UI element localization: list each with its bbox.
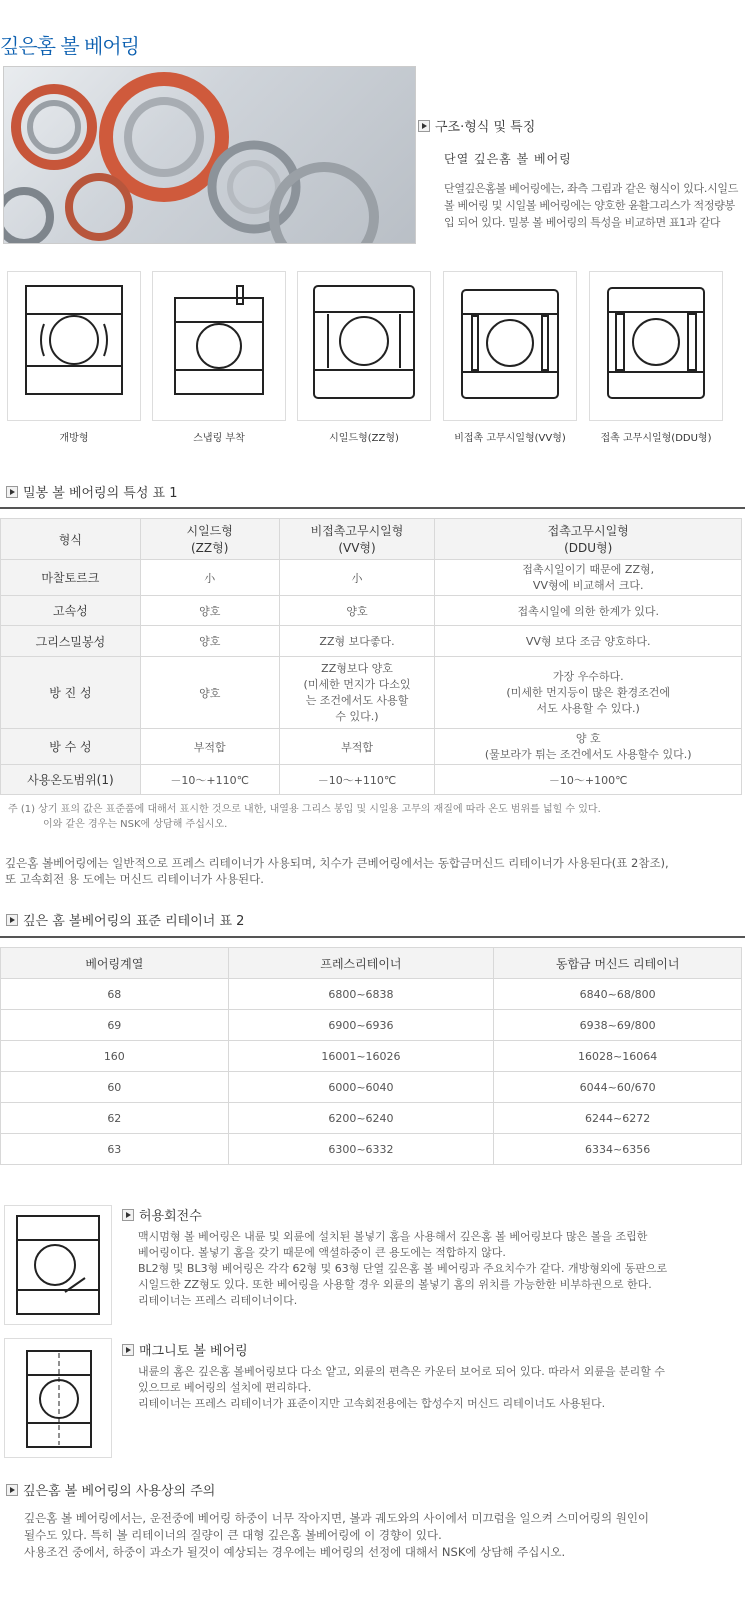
table-row: 고속성 양호 양호 접촉시일에 의한 한계가 있다.	[1, 596, 742, 626]
table-header: 동합금 머신드 리테이너	[494, 948, 742, 979]
arrow-marker-icon	[122, 1344, 134, 1356]
magneto-heading: 매그니토 볼 베어링	[122, 1340, 248, 1359]
table-row: 68 6800~6838 6840~68/800	[1, 979, 742, 1010]
contact-seal-bearing-icon	[589, 271, 723, 421]
table-row: 63 6300~6332 6334~6356	[1, 1134, 742, 1165]
table-header: 프레스리테이너	[228, 948, 494, 979]
caution-heading: 깊은홈 볼 베어링의 사용상의 주의	[6, 1480, 215, 1499]
arrow-marker-icon	[6, 486, 18, 498]
structure-heading: 구조·형식 및 특징	[418, 116, 535, 135]
retainer-paragraph: 깊은홈 볼베어링에는 일반적으로 프레스 리테이너가 사용되며, 치수가 큰베어링에서는 동합금머신드 리테이너가 사용된다(표 2참조), 또 고속회전 용 도에는 머신드 리테이너가 사용된다.	[5, 856, 669, 886]
table1-footnote: 주 (1) 상기 표의 값은 표준품에 대해서 표시한 것으로 내한, 내열용 그리스 봉입 및 시일용 고무의 재질에 따라 온도 범위를 넓힐 수 있다. 이와 같은 경우는 NSK에 상담해 주십시오.	[8, 804, 601, 830]
section-rule	[0, 507, 745, 509]
bearings-photo	[3, 66, 416, 244]
magneto-text: 내륜의 홈은 깊은홈 볼베어링보다 다소 얕고, 외륜의 편측은 카운터 보어로 되어 있다. 따라서 외륜을 분리할 수 있으므로 베어링의 설치에 편리하다. 리테이너는 프레스 리테이너가 표준이지만 고속회전용에는 합성수지 머신드 리테이너도 사용된다.	[138, 1365, 665, 1410]
page-title: 깊은홈 볼 베어링	[0, 34, 139, 58]
arrow-marker-icon	[122, 1209, 134, 1221]
table-header: 형식	[1, 519, 141, 560]
arrow-marker-icon	[418, 120, 430, 132]
magneto-bearing-icon	[4, 1338, 112, 1458]
max-type-heading: 허용회전수	[122, 1205, 202, 1224]
open-bearing-icon	[7, 271, 141, 421]
table2-heading: 깊은 홈 볼베어링의 표준 리테이너 표 2	[6, 910, 244, 929]
table-row: 그리스밀봉성 양호 ZZ형 보다좋다. VV형 보다 조금 양호하다.	[1, 626, 742, 657]
figure-non-contact-seal: 비접촉 고무시일형(VV형)	[443, 271, 577, 444]
table-row: 마찰토르크 小 小 접촉시일이기 때문에 ZZ형, VV형에 비교해서 크다.	[1, 560, 742, 596]
seal-characteristics-table	[0, 518, 742, 795]
table-row: 사용온도범위(1) －10～+110℃ －10～+110℃ －10～+100℃	[1, 765, 742, 795]
retainer-table	[0, 947, 742, 1165]
table-header: 베어링계열	[1, 948, 229, 979]
table-header: 비접촉고무시일형 (VV형)	[279, 519, 435, 560]
table-header: 시일드형 (ZZ형)	[140, 519, 279, 560]
section-rule	[0, 936, 745, 938]
maximum-type-bearing-icon	[4, 1205, 112, 1325]
figure-snap-ring: 스냅링 부착	[152, 271, 286, 444]
table1-heading: 밀봉 볼 베어링의 특성 표 1	[6, 482, 178, 501]
bearing-type-figures	[7, 271, 742, 451]
shielded-bearing-icon	[297, 271, 431, 421]
snap-ring-bearing-icon	[152, 271, 286, 421]
table-row: 60 6000~6040 6044~60/670	[1, 1072, 742, 1103]
figure-open: 개방형	[7, 271, 141, 444]
figure-shielded: 시일드형(ZZ형)	[297, 271, 431, 444]
arrow-marker-icon	[6, 1484, 18, 1496]
figure-contact-seal: 접촉 고무시일형(DDU형)	[589, 271, 723, 444]
structure-intro: 단열깊은홈볼 베어링에는, 좌측 그림과 같은 형식이 있다.시일드볼 베어링 및 시일볼 베어링에는 양호한 윤활그리스가 적정량봉입 되어 있다. 밀봉 볼 베어링의 특성을 비교하면 표1과 같다	[444, 182, 739, 229]
table-row: 방 수 성 부적합 부적합 양 호 (물보라가 튀는 조건에서도 사용할수 있다.)	[1, 729, 742, 765]
arrow-marker-icon	[6, 914, 18, 926]
table-header: 접촉고무시일형 (DDU형)	[435, 519, 742, 560]
max-type-text: 맥시멈형 볼 베어링은 내륜 및 외륜에 설치된 볼넣기 홈을 사용해서 깊은홈 볼 베어링보다 많은 볼을 조립한 베어링이다. 볼넣기 홈을 갖기 때문에 액셜하중이 큰 용도에는 적합하지 않다. BL2형 및 BL3형 베어링은 각각 62형 및 63형 단열 깊은홈 볼 베어링과 주요치수가 같다. 개방형외에 동판으로 시일드한 ZZ형도 있다. 또한 베어링을 사용할 경우 외륜의 볼넣기 홈의 위치를 가능한한 비부하권으로 한다. 리테이너는 프레스 리테이너이다.	[138, 1230, 668, 1307]
table-row: 69 6900~6936 6938~69/800	[1, 1010, 742, 1041]
structure-subheading: 단열 깊은홈 볼 베어링	[444, 152, 572, 166]
table-row: 62 6200~6240 6244~6272	[1, 1103, 742, 1134]
table-row: 방 진 성 양호 ZZ형보다 양호 (미세한 먼지가 다소있 는 조건에서도 사용할 수 있다.) 가장 우수하다. (미세한 먼지등이 많은 환경조건에 서도 사용할 수 있다.)	[1, 657, 742, 729]
non-contact-seal-bearing-icon	[443, 271, 577, 421]
caution-text: 깊은홈 볼 베어링에서는, 운전중에 베어링 하중이 너무 작아지면, 볼과 궤도와의 사이에서 미끄럼을 일으켜 스미어링의 원인이 될수도 있다. 특히 볼 리테이너의 질량이 큰 대형 깊은홈 볼베어링에 이 경향이 있다. 사용조건 중에서, 하중이 과소가 될것이 예상되는 경우에는 베어링의 선정에 대해서 NSK에 상담해 주십시오.	[24, 1511, 650, 1559]
table-row: 160 16001~16026 16028~16064	[1, 1041, 742, 1072]
